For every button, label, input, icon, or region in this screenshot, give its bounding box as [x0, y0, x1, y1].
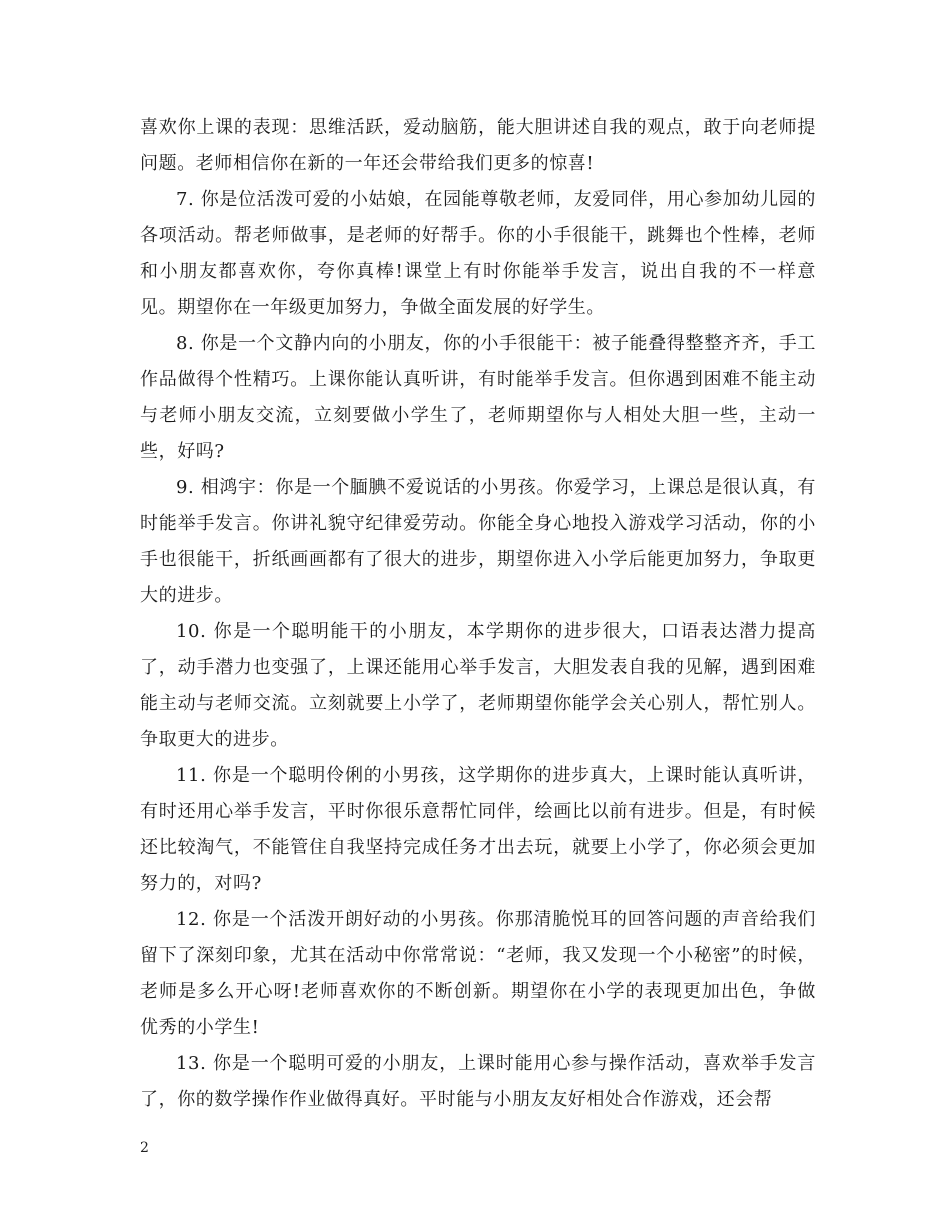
- paragraph-comment-12: 12. 你是一个活泼开朗好动的小男孩。你那清脆悦耳的回答问题的声音给我们留下了深刻印象，尤其在活动中你常常说：“老师，我又发现一个小秘密”的时候，老师是多么开心呀!老师喜欢你的不断创新。期望你在小学的表现更加出色，争做优秀的小学生!: [140, 909, 816, 1038]
- paragraph-comment-11: 11. 你是一个聪明伶俐的小男孩，这学期你的进步真大，上课时能认真听讲，有时还用心举手发言，平时你很乐意帮忙同伴，绘画比以前有进步。但是，有时候还比较淘气，不能管住自我坚持完成任务才出去玩，就要上小学了，你必须会更加努力的，对吗?: [140, 765, 816, 894]
- page-number: 2: [140, 1140, 149, 1156]
- paragraph-comment-9: 9. 相鸿宇：你是一个腼腆不爱说话的小男孩。你爱学习，上课总是很认真，有时能举手发言。你讲礼貌守纪律爱劳动。你能全身心地投入游戏学习活动，你的小手也很能干，折纸画画都有了很大的进步，期望你进入小学后能更加努力，争取更大的进步。: [140, 477, 816, 606]
- paragraph-comment-10: 10. 你是一个聪明能干的小朋友，本学期你的进步很大，口语表达潜力提高了，动手潜力也变强了，上课还能用心举手发言，大胆发表自我的见解，遇到困难能主动与老师交流。立刻就要上小学了，老师期望你能学会关心别人，帮忙别人。争取更大的进步。: [140, 621, 816, 750]
- paragraph-comment-8: 8. 你是一个文静内向的小朋友，你的小手很能干：被子能叠得整整齐齐，手工作品做得个性精巧。上课你能认真听讲，有时能举手发言。但你遇到困难不能主动与老师小朋友交流，立刻要做小学生了，老师期望你与人相处大胆一些，主动一些，好吗?: [140, 333, 816, 462]
- paragraph-comment-13: 13. 你是一个聪明可爱的小朋友，上课时能用心参与操作活动，喜欢举手发言了，你的数学操作作业做得真好。平时能与小朋友友好相处合作游戏，还会帮: [140, 1053, 816, 1110]
- document-body: [140, 110, 816, 1118]
- paragraph-continuation: 喜欢你上课的表现：思维活跃，爱动脑筋，能大胆讲述自我的观点，敢于向老师提问题。老师相信你在新的一年还会带给我们更多的惊喜!: [140, 117, 816, 174]
- paragraph-comment-7: 7. 你是位活泼可爱的小姑娘，在园能尊敬老师，友爱同伴，用心参加幼儿园的各项活动。帮老师做事，是老师的好帮手。你的小手很能干，跳舞也个性棒，老师和小朋友都喜欢你，夸你真棒!课堂上有时你能举手发言，说出自我的不一样意见。期望你在一年级更加努力，争做全面发展的好学生。: [140, 189, 816, 318]
